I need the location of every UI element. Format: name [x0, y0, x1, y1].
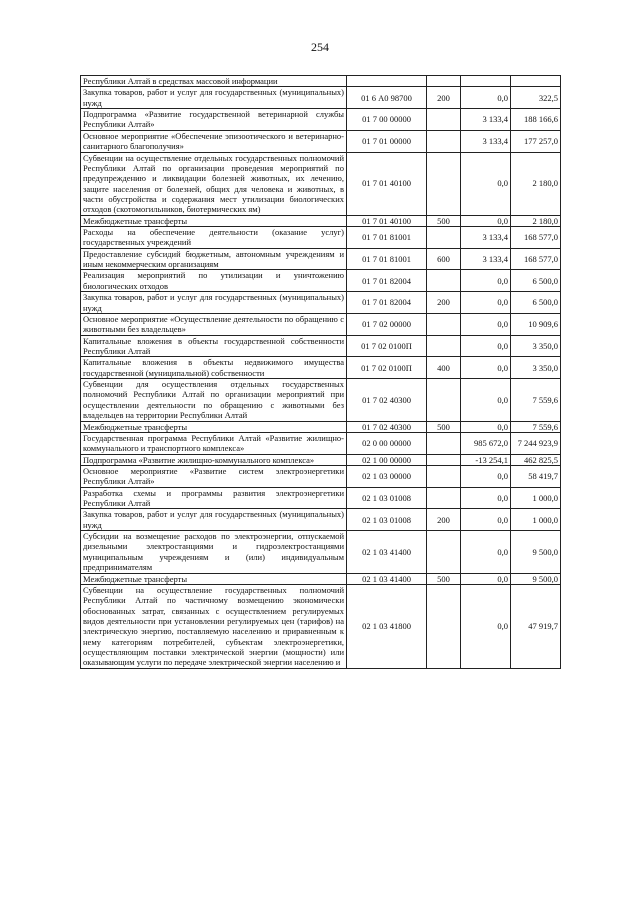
- target-code-cell: 01 7 02 0100П: [347, 357, 427, 379]
- amount-change-cell: [461, 76, 511, 87]
- amount-change-cell: 0,0: [461, 313, 511, 335]
- target-code-cell: 01 7 01 82004: [347, 270, 427, 292]
- row-name-cell: Расходы на обеспечение деятельности (оказание услуг) государственных учреждений: [81, 227, 347, 249]
- expense-type-cell: [427, 152, 461, 215]
- amount-total-cell: 3 350,0: [511, 335, 561, 357]
- amount-change-cell: 0,0: [461, 509, 511, 531]
- target-code-cell: 01 7 01 40100: [347, 152, 427, 215]
- table-row: [81, 465, 561, 487]
- amount-change-cell: 3 133,4: [461, 130, 511, 152]
- row-name-cell: Основное мероприятие «Обеспечение эпизоотического и ветеринарно-санитарного благополучия»: [81, 130, 347, 152]
- table-row: [81, 313, 561, 335]
- table-row: [81, 87, 561, 109]
- target-code-cell: 02 1 03 41400: [347, 573, 427, 584]
- target-code-cell: 02 1 03 01008: [347, 487, 427, 509]
- target-code-cell: 02 1 03 01008: [347, 509, 427, 531]
- table-row: [81, 76, 561, 87]
- amount-total-cell: 168 577,0: [511, 227, 561, 249]
- row-name-cell: Подпрограмма «Развитие государственной ветеринарной службы Республики Алтай»: [81, 109, 347, 131]
- expense-type-cell: 500: [427, 215, 461, 226]
- table-row: [81, 270, 561, 292]
- page-number: 254: [311, 40, 329, 54]
- row-name-cell: Субвенции на осуществление отдельных государственных полномочий Республики Алтай по организации проведения мероприятий по предупреждению и ликвидации болезней животных, их лечению, защите населения от болезней, общих для человека и животных, в части обустройства и содержания мест утилизации биологических отходов (скотомогильников, биотермических ям): [81, 152, 347, 215]
- target-code-cell: 01 7 00 00000: [347, 109, 427, 131]
- expense-type-cell: [427, 465, 461, 487]
- amount-change-cell: 0,0: [461, 87, 511, 109]
- budget-table: [80, 75, 561, 669]
- table-row: [81, 292, 561, 314]
- amount-total-cell: 1 000,0: [511, 487, 561, 509]
- amount-change-cell: 0,0: [461, 270, 511, 292]
- amount-total-cell: 188 166,6: [511, 109, 561, 131]
- expense-type-cell: [427, 270, 461, 292]
- table-row: [81, 487, 561, 509]
- expense-type-cell: [427, 130, 461, 152]
- target-code-cell: 02 1 03 00000: [347, 465, 427, 487]
- row-name-cell: Субсидии на возмещение расходов по электроэнергии, отпускаемой дизельными электростанциями и гидроэлектростанциями муниципальным учреждениям и (или) индивидуальным предпринимателям: [81, 531, 347, 573]
- amount-total-cell: 9 500,0: [511, 531, 561, 573]
- row-name-cell: Межбюджетные трансферты: [81, 573, 347, 584]
- amount-change-cell: 3 133,4: [461, 109, 511, 131]
- target-code-cell: 01 7 01 40100: [347, 215, 427, 226]
- table-row: [81, 454, 561, 465]
- expense-type-cell: [427, 584, 461, 668]
- target-code-cell: 02 1 03 41400: [347, 531, 427, 573]
- table-row: [81, 215, 561, 226]
- expense-type-cell: [427, 432, 461, 454]
- amount-change-cell: 0,0: [461, 487, 511, 509]
- amount-change-cell: 3 133,4: [461, 248, 511, 270]
- expense-type-cell: 500: [427, 573, 461, 584]
- table-row: [81, 227, 561, 249]
- amount-change-cell: 0,0: [461, 357, 511, 379]
- amount-total-cell: 7 559,6: [511, 421, 561, 432]
- table-row: [81, 248, 561, 270]
- expense-type-cell: 200: [427, 292, 461, 314]
- row-name-cell: Капитальные вложения в объекты недвижимого имущества государственной (муниципальной) собственности: [81, 357, 347, 379]
- amount-total-cell: 7 559,6: [511, 379, 561, 421]
- amount-total-cell: 3 350,0: [511, 357, 561, 379]
- table-row: [81, 357, 561, 379]
- amount-total-cell: 10 909,6: [511, 313, 561, 335]
- amount-total-cell: 6 500,0: [511, 270, 561, 292]
- amount-change-cell: 0,0: [461, 584, 511, 668]
- amount-change-cell: 0,0: [461, 292, 511, 314]
- row-name-cell: Закупка товаров, работ и услуг для государственных (муниципальных) нужд: [81, 509, 347, 531]
- expense-type-cell: 200: [427, 87, 461, 109]
- target-code-cell: 02 1 03 41800: [347, 584, 427, 668]
- row-name-cell: Республики Алтай в средствах массовой информации: [81, 76, 347, 87]
- expense-type-cell: 600: [427, 248, 461, 270]
- table-row: [81, 335, 561, 357]
- table-row: [81, 379, 561, 421]
- amount-change-cell: 3 133,4: [461, 227, 511, 249]
- table-row: [81, 130, 561, 152]
- expense-type-cell: [427, 76, 461, 87]
- amount-total-cell: 322,5: [511, 87, 561, 109]
- target-code-cell: 01 7 02 0100П: [347, 335, 427, 357]
- row-name-cell: Капитальные вложения в объекты государственной собственности Республики Алтай: [81, 335, 347, 357]
- amount-total-cell: 7 244 923,9: [511, 432, 561, 454]
- amount-change-cell: 0,0: [461, 421, 511, 432]
- target-code-cell: 01 6 А0 98700: [347, 87, 427, 109]
- target-code-cell: 01 7 02 40300: [347, 379, 427, 421]
- row-name-cell: Государственная программа Республики Алтай «Развитие жилищно-коммунального и транспортного комплекса»: [81, 432, 347, 454]
- amount-total-cell: 58 419,7: [511, 465, 561, 487]
- expense-type-cell: [427, 335, 461, 357]
- expense-type-cell: 200: [427, 509, 461, 531]
- amount-change-cell: 0,0: [461, 152, 511, 215]
- row-name-cell: Закупка товаров, работ и услуг для государственных (муниципальных) нужд: [81, 292, 347, 314]
- row-name-cell: Подпрограмма «Развитие жилищно-коммунального комплекса»: [81, 454, 347, 465]
- amount-total-cell: 47 919,7: [511, 584, 561, 668]
- table-row: [81, 432, 561, 454]
- amount-total-cell: 6 500,0: [511, 292, 561, 314]
- row-name-cell: Основное мероприятие «Развитие систем электроэнергетики Республики Алтай»: [81, 465, 347, 487]
- expense-type-cell: [427, 531, 461, 573]
- amount-change-cell: 0,0: [461, 215, 511, 226]
- row-name-cell: Реализация мероприятий по утилизации и уничтожению биологических отходов: [81, 270, 347, 292]
- amount-change-cell: 985 672,0: [461, 432, 511, 454]
- amount-change-cell: 0,0: [461, 379, 511, 421]
- amount-change-cell: 0,0: [461, 465, 511, 487]
- target-code-cell: 01 7 01 82004: [347, 292, 427, 314]
- target-code-cell: 02 1 00 00000: [347, 454, 427, 465]
- table-row: [81, 584, 561, 668]
- expense-type-cell: [427, 227, 461, 249]
- table-row: [81, 109, 561, 131]
- row-name-cell: Разработка схемы и программы развития электроэнергетики Республики Алтай: [81, 487, 347, 509]
- expense-type-cell: [427, 313, 461, 335]
- target-code-cell: 01 7 02 00000: [347, 313, 427, 335]
- table-body: [81, 76, 561, 669]
- target-code-cell: 02 0 00 00000: [347, 432, 427, 454]
- row-name-cell: Предоставление субсидий бюджетным, автономным учреждениям и иным некоммерческим организациям: [81, 248, 347, 270]
- table-row: [81, 152, 561, 215]
- amount-total-cell: 2 180,0: [511, 152, 561, 215]
- amount-total-cell: 168 577,0: [511, 248, 561, 270]
- expense-type-cell: [427, 487, 461, 509]
- amount-total-cell: 1 000,0: [511, 509, 561, 531]
- amount-total-cell: [511, 76, 561, 87]
- target-code-cell: 01 7 01 81001: [347, 248, 427, 270]
- amount-change-cell: 0,0: [461, 573, 511, 584]
- expense-type-cell: [427, 454, 461, 465]
- target-code-cell: 01 7 01 81001: [347, 227, 427, 249]
- row-name-cell: Закупка товаров, работ и услуг для государственных (муниципальных) нужд: [81, 87, 347, 109]
- expense-type-cell: [427, 379, 461, 421]
- target-code-cell: [347, 76, 427, 87]
- expense-type-cell: [427, 109, 461, 131]
- target-code-cell: 01 7 01 00000: [347, 130, 427, 152]
- amount-change-cell: 0,0: [461, 531, 511, 573]
- row-name-cell: Субвенции для осуществления отдельных государственных полномочий Республики Алтай по организации мероприятий при осуществлении деятельности по обращению с животными без владельцев на территории Республики Алтай: [81, 379, 347, 421]
- amount-total-cell: 462 825,5: [511, 454, 561, 465]
- row-name-cell: Межбюджетные трансферты: [81, 215, 347, 226]
- table-row: [81, 509, 561, 531]
- amount-total-cell: 9 500,0: [511, 573, 561, 584]
- expense-type-cell: 400: [427, 357, 461, 379]
- table-row: [81, 573, 561, 584]
- amount-total-cell: 177 257,0: [511, 130, 561, 152]
- amount-change-cell: -13 254,1: [461, 454, 511, 465]
- amount-change-cell: 0,0: [461, 335, 511, 357]
- row-name-cell: Субвенции на осуществление государственных полномочий Республики Алтай по частичному возмещению экономически обоснованных затрат, связанных с осуществлением регулируемых видов деятельности при установлении регулируемых цен (тарифов) на электрическую энергию, поставляемую населению и приравненным к нему категориям потребителей, субъектам электроэнергетики, осуществляющим поставки электрической энергии (мощности) или оказывающим услуги по передаче электрической энергии населению и: [81, 584, 347, 668]
- table-row: [81, 421, 561, 432]
- expense-type-cell: 500: [427, 421, 461, 432]
- row-name-cell: Основное мероприятие «Осуществление деятельности по обращению с животными без владельцев»: [81, 313, 347, 335]
- target-code-cell: 01 7 02 40300: [347, 421, 427, 432]
- row-name-cell: Межбюджетные трансферты: [81, 421, 347, 432]
- table-row: [81, 531, 561, 573]
- amount-total-cell: 2 180,0: [511, 215, 561, 226]
